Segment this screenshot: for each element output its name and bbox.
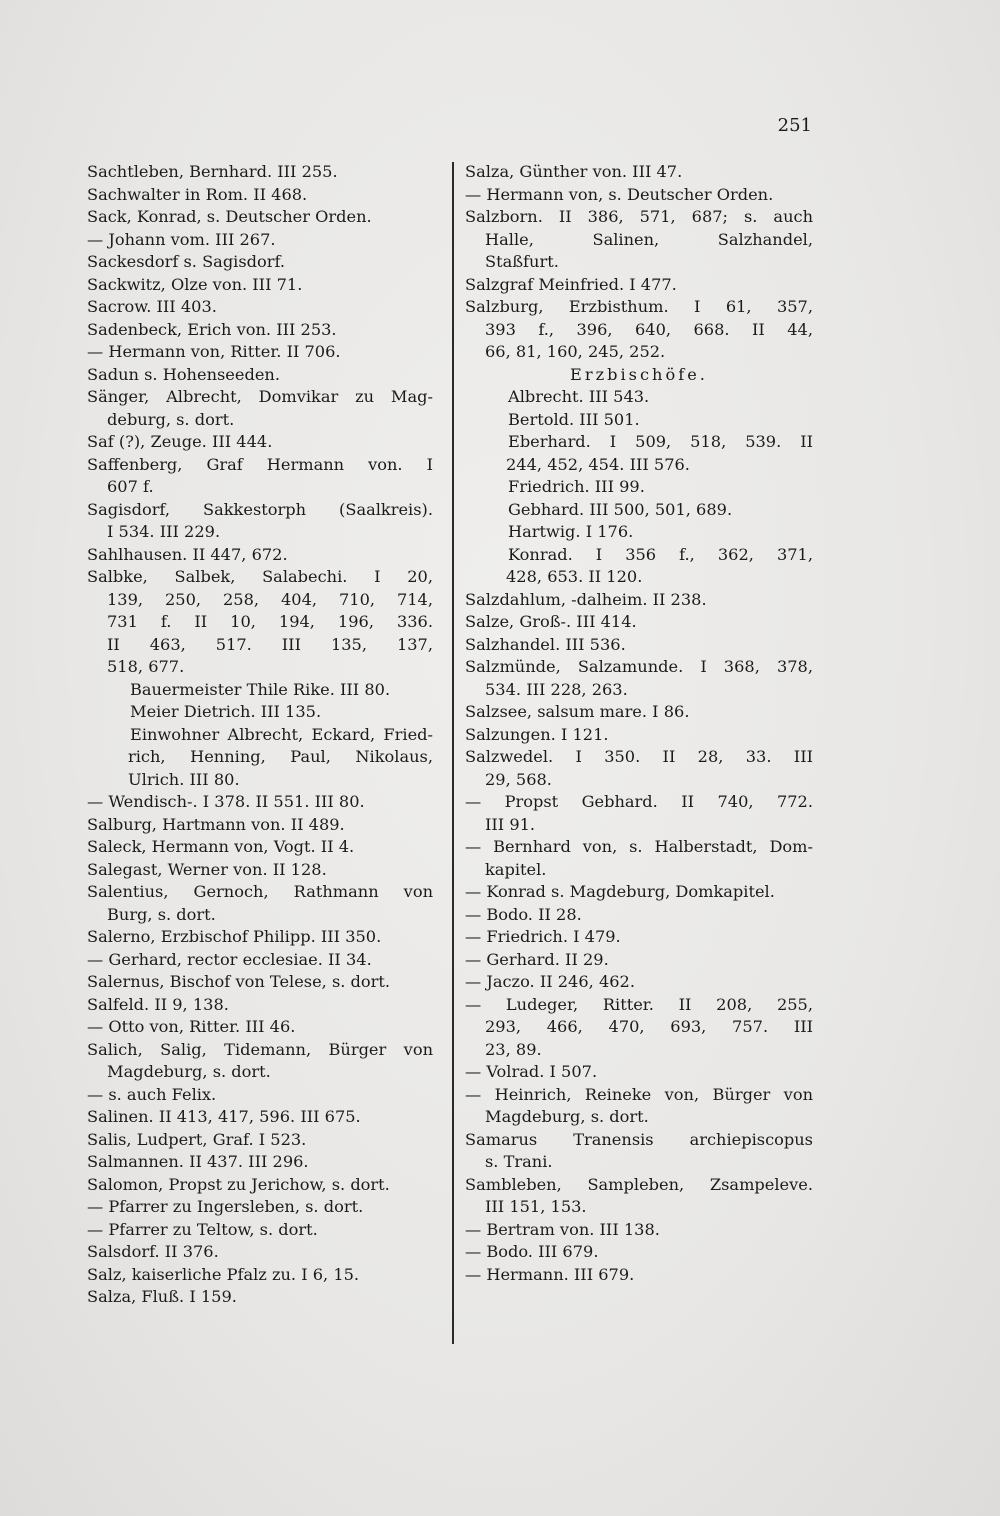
index-line: Staßfurt. [485,252,559,271]
index-line: 607 f. [107,477,154,496]
index-line: s. Trani. [485,1152,553,1171]
index-line: Salinen. II 413, 417, 596. III 675. [87,1107,361,1126]
index-line: 731 f. II 10, 194, 196, 336. [107,612,433,631]
index-line: Hartwig. I 176. [508,522,634,541]
index-line: — Jaczo. II 246, 462. [465,972,635,991]
index-line: Salz, kaiserliche Pfalz zu. I 6, 15. [87,1264,360,1284]
index-line: 393 f., 396, 640, 668. II 44, [485,319,813,339]
index-line: — Heinrich, Reineke von, Bürger von [465,1084,813,1104]
section-heading: Erzbischöfe. [570,364,708,384]
index-line: Salzsee, salsum mare. I 86. [465,702,690,721]
index-line: Salza, Günther von. III 47. [465,162,683,181]
index-line: Saffenberg, Graf Hermann von. I [87,454,433,474]
index-line: 293, 466, 470, 693, 757. III [485,1017,813,1036]
column-divider [452,162,454,1344]
index-line: Salbke, Salbek, Salabechi. I 20, [87,567,433,586]
index-line: Sambleben, Sampleben, Zsampeleve. [465,1174,813,1194]
index-line: 23, 89. [485,1039,542,1059]
index-line: Bauermeister Thile Rike. III 80. [130,679,391,699]
index-line: Samarus Tranensis archiepiscopus [465,1129,813,1149]
index-line: Salzborn. II 386, 571, 687; s. auch [465,207,813,226]
index-line: Magdeburg, s. dort. [107,1062,271,1081]
index-line: — s. auch Felix. [87,1084,217,1104]
index-line: — Bodo. III 679. [465,1242,599,1261]
page-number: 251 [777,115,812,136]
index-line: Sacrow. III 403. [87,297,217,316]
index-line: — Propst Gebhard. II 740, 772. [465,792,813,811]
index-line: Salza, Fluß. I 159. [87,1287,237,1306]
index-line: — Pfarrer zu Teltow, s. dort. [87,1219,318,1239]
index-line: — Bertram von. III 138. [465,1219,660,1239]
index-line: Salzwedel. I 350. II 28, 33. III [465,747,813,766]
index-line: Salzhandel. III 536. [465,634,626,654]
index-line: Sackwitz, Olze von. III 71. [87,274,303,294]
index-line: — Bernhard von, s. Halberstadt, Dom- [465,837,813,856]
index-line: Salsdorf. II 376. [87,1242,219,1261]
index-line: Magdeburg, s. dort. [485,1107,649,1126]
index-line: — Ludeger, Ritter. II 208, 255, [465,994,813,1014]
index-line: II 463, 517. III 135, 137, [107,634,433,654]
index-line: 534. III 228, 263. [485,679,628,699]
index-line: Salzburg, Erzbisthum. I 61, 357, [465,297,813,316]
index-line: Sachtleben, Bernhard. III 255. [87,162,338,181]
index-line: — Gerhard, rector ecclesiae. II 34. [87,949,372,969]
index-line: Salze, Groß-. III 414. [465,612,637,631]
index-line: Salburg, Hartmann von. II 489. [87,814,345,834]
index-line: Saf (?), Zeuge. III 444. [87,432,273,451]
index-line: Einwohner Albrecht, Eckard, Fried- [130,724,433,744]
index-line: Salmannen. II 437. III 296. [87,1152,309,1171]
index-line: Salerno, Erzbischof Philipp. III 350. [87,927,382,946]
index-line: Sackesdorf s. Sagisdorf. [87,252,286,271]
index-line: Salernus, Bischof von Telese, s. dort. [87,972,391,991]
index-line: kapitel. [485,859,547,879]
index-line: Sachwalter in Rom. II 468. [87,184,308,204]
index-line: — Bodo. II 28. [465,904,582,924]
index-line: Salich, Salig, Tidemann, Bürger von [87,1039,433,1059]
index-line: 518, 677. [107,657,185,676]
index-line: Eberhard. I 509, 518, 539. II [508,432,813,451]
index-line: — Johann vom. III 267. [87,229,276,249]
index-line: Friedrich. III 99. [508,477,645,496]
index-line: Sadenbeck, Erich von. III 253. [87,319,337,339]
index-line: 29, 568. [485,769,552,789]
index-line: Sahlhausen. II 447, 672. [87,544,288,564]
index-line: — Friedrich. I 479. [465,927,621,946]
index-line: 428, 653. II 120. [506,567,643,586]
index-line: 66, 81, 160, 245, 252. [485,342,666,361]
index-line: — Volrad. I 507. [465,1062,598,1081]
index-line: Gebhard. III 500, 501, 689. [508,499,733,519]
index-line: Burg, s. dort. [107,904,216,924]
index-line: deburg, s. dort. [107,409,235,429]
index-line: — Wendisch-. I 378. II 551. III 80. [87,792,365,811]
index-line: — Otto von, Ritter. III 46. [87,1017,296,1036]
index-line: Salis, Ludpert, Graf. I 523. [87,1129,307,1149]
index-line: 244, 452, 454. III 576. [506,454,690,474]
index-line: — Hermann von, Ritter. II 706. [87,342,341,361]
index-line: Sagisdorf, Sakkestorph (Saalkreis). [87,499,433,519]
index-line: rich, Henning, Paul, Nikolaus, [128,747,433,766]
index-line: Sack, Konrad, s. Deutscher Orden. [87,207,372,226]
index-line: III 91. [485,814,536,834]
index-line: Salzungen. I 121. [465,724,609,744]
index-line: Halle, Salinen, Salzhandel, [485,229,813,249]
index-line: Sänger, Albrecht, Domvikar zu Mag- [87,387,433,406]
index-line: — Hermann. III 679. [465,1264,635,1284]
index-line: Saleck, Hermann von, Vogt. II 4. [87,837,355,856]
index-line: III 151, 153. [485,1197,587,1216]
left-column [87,161,433,1309]
index-line: Ulrich. III 80. [128,769,240,789]
index-line: Salfeld. II 9, 138. [87,994,229,1014]
index-line: Salentius, Gernoch, Rathmann von [87,882,433,901]
index-line: — Hermann von, s. Deutscher Orden. [465,184,774,204]
index-line: I 534. III 229. [107,522,221,541]
index-line: Salomon, Propst zu Jerichow, s. dort. [87,1174,390,1194]
index-line: — Pfarrer zu Ingersleben, s. dort. [87,1197,364,1216]
index-line: Bertold. III 501. [508,409,640,429]
index-line: Salzgraf Meinfried. I 477. [465,274,677,294]
index-line: — Konrad s. Magdeburg, Domkapitel. [465,882,775,901]
index-line: — Gerhard. II 29. [465,949,609,969]
index-line: Salzdahlum, -dalheim. II 238. [465,589,707,609]
index-line: Sadun s. Hohenseeden. [87,364,280,384]
index-line: Albrecht. III 543. [508,387,650,406]
index-line: Konrad. I 356 f., 362, 371, [508,544,813,564]
right-column [465,161,813,1286]
index-line: Meier Dietrich. III 135. [130,702,322,721]
index-line: Salzmünde, Salzamunde. I 368, 378, [465,657,813,676]
index-line: Salegast, Werner von. II 128. [87,859,327,879]
index-line: 139, 250, 258, 404, 710, 714, [107,589,433,609]
